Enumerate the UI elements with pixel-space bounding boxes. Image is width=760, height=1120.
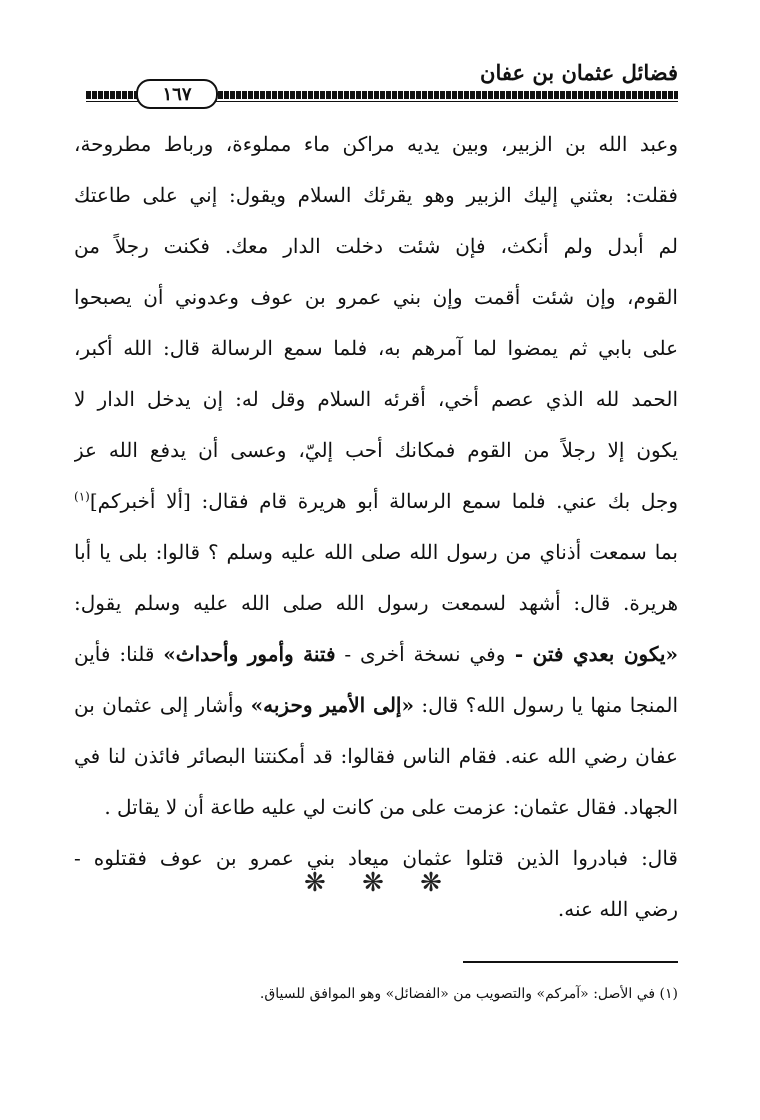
hadith-quote: «يكون بعدي فتن - — [505, 642, 678, 666]
text-line: الجهاد. فقال عثمان: عزمت على من كانت لي عليه طاعة أن لا يقاتل . — [104, 795, 678, 819]
text-line-content: المنجا منها يا رسول الله؟ قال: — [414, 693, 678, 717]
text-line: لم أبدل ولم أنكث، فإن شئت دخلت الدار معك. فكنت رجلاً من — [74, 234, 678, 258]
text-line-content: قلنا: فأين — [74, 642, 164, 666]
page-number-badge — [136, 79, 218, 109]
hadith-quote: «إلى الأمير وحزبه» — [250, 693, 414, 717]
main-text — [74, 124, 678, 940]
text-line: الحمد لله الذي عصم أخي، أقرئه السلام وقل له: إن يدخل الدار لا — [74, 387, 678, 411]
text-line: هريرة. قال: أشهد لسمعت رسول الله صلى الله عليه وسلم يقول: — [74, 591, 678, 615]
text-line-content: وجل بك عني. فلما سمع الرسالة أبو هريرة قام فقال: [ألا أخبركم] — [89, 489, 678, 513]
text-line: وعبد الله بن الزبير، وبين يديه مراكن ماء مملوءة، ورباط مطروحة، — [74, 132, 678, 156]
text-line: على بابي ثم يمضوا لما آمرهم به، فلما سمع الرسالة قال: الله أكبر، — [74, 336, 678, 360]
text-line: فقلت: بعثني إليك الزبير وهو يقرئك السلام ويقول: إني على طاعتك — [74, 183, 678, 207]
text-line — [74, 481, 678, 532]
text-line: القوم، وإن شئت أقمت وإن بني عمرو بن عوف وعدوني أن يصبحوا — [74, 285, 678, 309]
text-line: عفان رضي الله عنه. فقام الناس فقالوا: قد أمكنتنا البصائر فائذن لنا في — [74, 744, 678, 768]
book-title: فضائل عثمان بن عفان — [480, 60, 678, 85]
text-line-content: وأشار إلى عثمان بن — [74, 693, 251, 717]
hadith-quote: فتنة وأمور وأحداث» — [163, 642, 336, 666]
text-line — [74, 634, 678, 685]
variant-note: وفي نسخة أخرى - — [335, 642, 506, 666]
text-line: بما سمعت أذناي من رسول الله صلى الله عليه وسلم ؟ قالوا: بلى يا أبا — [74, 540, 678, 564]
text-line: قال: فبادروا الذين قتلوا عثمان ميعاد بني عمرو بن عوف فقتلوه - — [74, 846, 678, 870]
page-number: ١٦٧ — [162, 83, 192, 105]
text-line — [74, 685, 678, 736]
footnote-ref[interactable]: (١) — [74, 489, 90, 504]
footnote: (١) في الأصل: «آمركم» والتصويب من «الفضائل» وهو الموافق للسياق. — [259, 986, 678, 1002]
section-separator: ❋ ❋ ❋ — [304, 868, 456, 898]
text-line: يكون إلا رجلاً من القوم فمكانك أحب إليّ، وعسى أن يدفع الله عز — [74, 438, 678, 462]
text-line: رضي الله عنه. — [557, 897, 678, 921]
running-header — [86, 58, 678, 105]
footnote-rule — [463, 961, 678, 963]
